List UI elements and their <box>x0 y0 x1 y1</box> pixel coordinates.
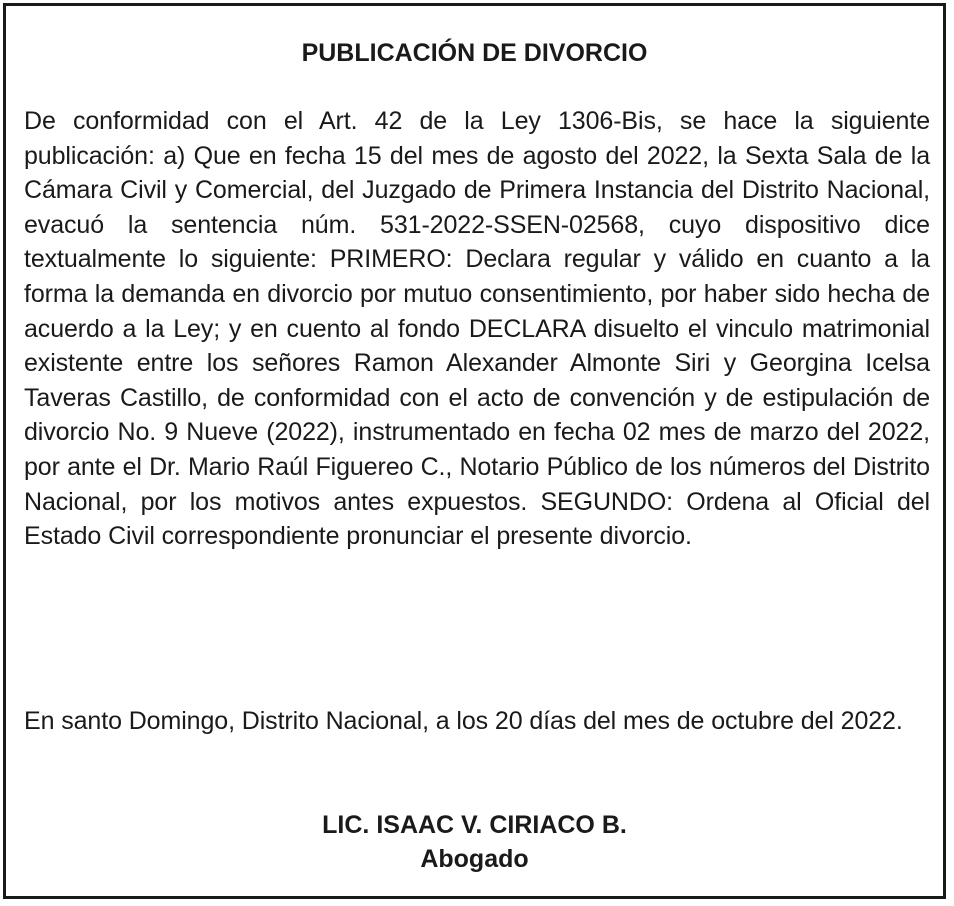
notice-closing-paragraph: En santo Domingo, Distrito Nacional, a los 20 días del mes de octubre del 2022. <box>24 707 903 735</box>
signature-block <box>6 808 943 876</box>
legal-notice <box>3 3 946 899</box>
notice-title: PUBLICACIÓN DE DIVORCIO <box>301 39 648 67</box>
notice-body-paragraph: De conformidad con el Art. 42 de la Ley 1306-Bis, se hace la siguiente publicación: a) Que en fecha 15 del mes de agosto del 2022, la Sexta Sala de la Cámara Civil y Comercial, del Juzgado de Primera Instancia del Distrito Nacional, evacuó la sentencia núm. 531-2022-SSEN-02568, cuyo dispositivo dice textualmente lo siguiente: PRIMERO: Declara regular y válido en cuanto a la forma la demanda en divorcio por mutuo consentimiento, por haber sido hecha de acuerdo a la Ley; y en cuento al fondo DECLARA disuelto el vinculo matrimonial existente entre los señores Ramon Alexander Almonte Siri y Georgina Icelsa Taveras Castillo, de conformidad con el acto de convención y de estipulación de divorcio No. 9 Nueve (2022), instrumentado en fecha 02 mes de marzo del 2022, por ante el Dr. Mario Raúl Figuereo C., Notario Público de los números del Distrito Nacional, por los motivos antes expuestos. SEGUNDO: Ordena al Oficial del Estado Civil correspondiente pronunciar el presente divorcio. <box>24 107 930 551</box>
signatory-role: Abogado <box>420 845 529 873</box>
signatory-name: LIC. ISAAC V. CIRIACO B. <box>322 811 627 839</box>
